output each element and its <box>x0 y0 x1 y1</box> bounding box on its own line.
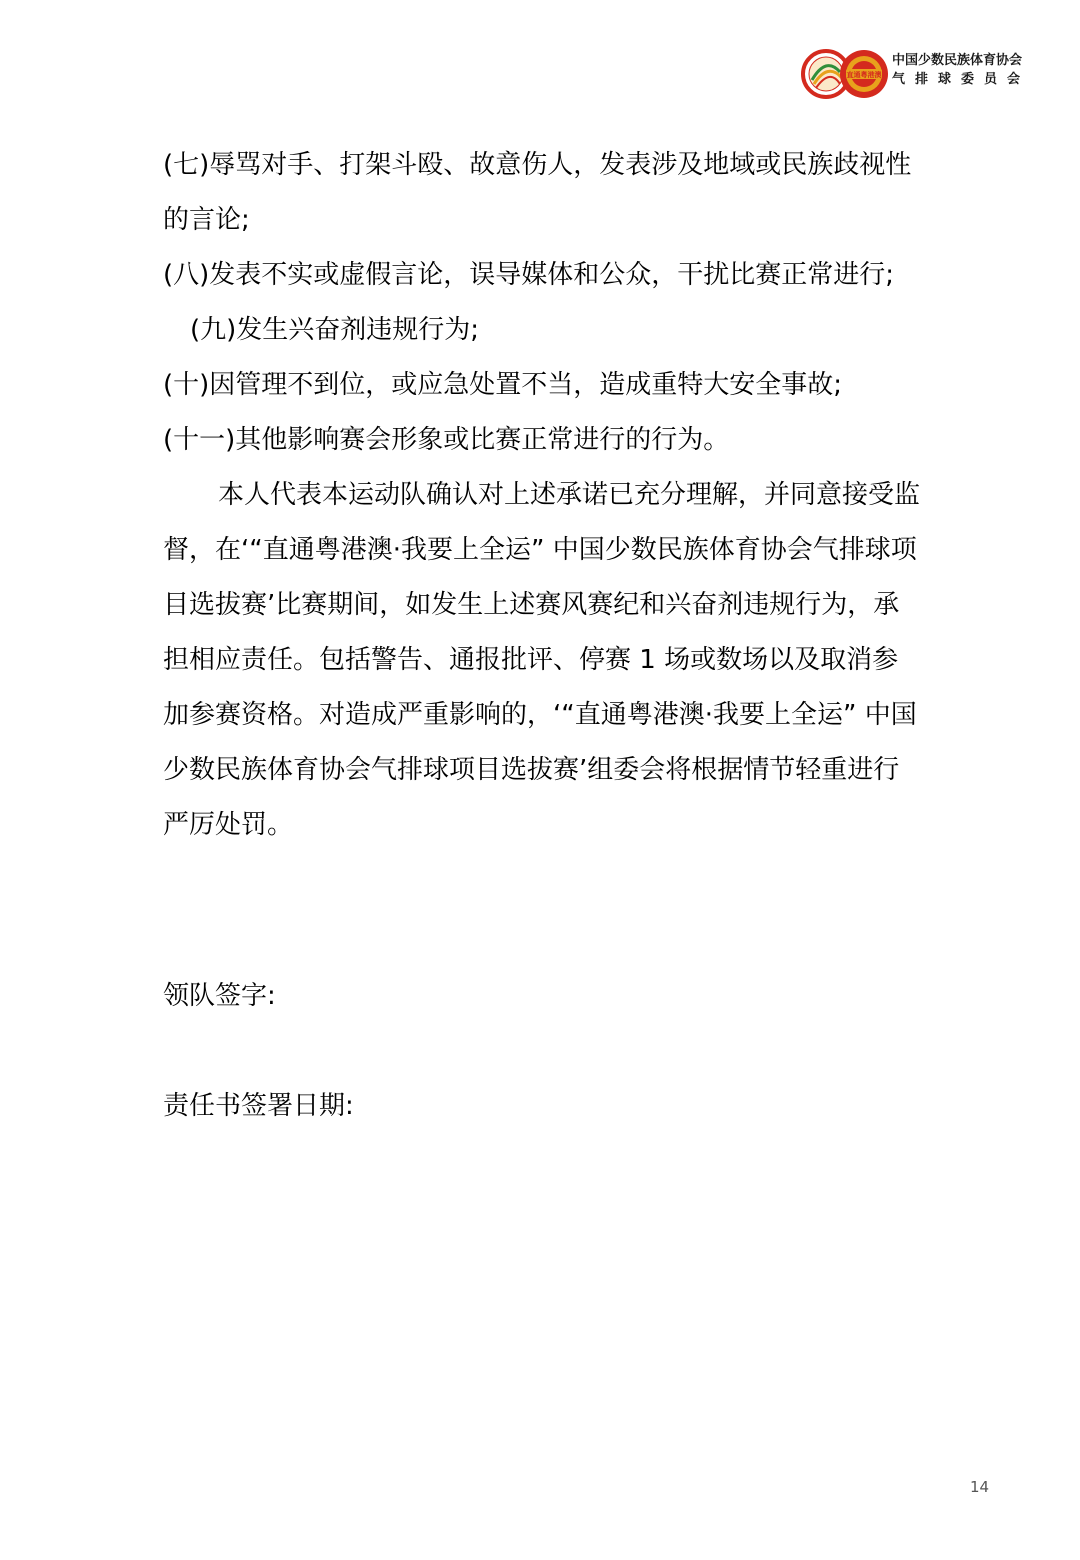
clause-item-11: (十一)其他影响赛会形象或比赛正常进行的行为。 <box>163 425 730 455</box>
page-number: 14 <box>970 1478 990 1496</box>
org-name-line1: 中国少数民族体育协会 <box>892 53 1023 68</box>
leader-signature-label: 领队签字: <box>163 981 276 1011</box>
clause-item-7: (七)辱骂对手、打架斗殴、故意伤人，发表涉及地域或民族歧视性的言论; <box>163 150 912 235</box>
logo-mark-text: 直通粤港澳 <box>846 71 882 79</box>
document-body <box>163 138 923 853</box>
signing-date-label: 责任书签署日期: <box>163 1091 354 1121</box>
org-name <box>892 52 1042 90</box>
commitment-paragraph: 本人代表本运动队确认对上述承诺已充分理解，并同意接受监督，在‘“直通粤港澳·我要上全运” 中国少数民族体育协会气排球项目选拔赛’比赛期间，如发生上述赛风赛纪和兴奋剂违规行为，承担相应责任。包括警告、通报批评、停赛 1 场或数场以及取消参加参赛资格。对造成严重影响的，‘“直通粤港澳·我要上全运” 中国少数民族体育协会气排球项目选拔赛’组委会将根据情节轻重进行严厉处罚。 <box>163 480 921 840</box>
clause-item-8: (八)发表不实或虚假言论，误导媒体和公众，干扰比赛正常进行; <box>163 260 895 290</box>
header-logo <box>800 46 1040 102</box>
clause-item-10: (十)因管理不到位，或应急处置不当，造成重特大安全事故; <box>163 370 843 400</box>
association-emblem-icon <box>800 48 892 100</box>
clause-item-9: (九)发生兴奋剂违规行为; <box>190 315 480 345</box>
org-name-line2: 气排球委员会 <box>892 72 1031 87</box>
